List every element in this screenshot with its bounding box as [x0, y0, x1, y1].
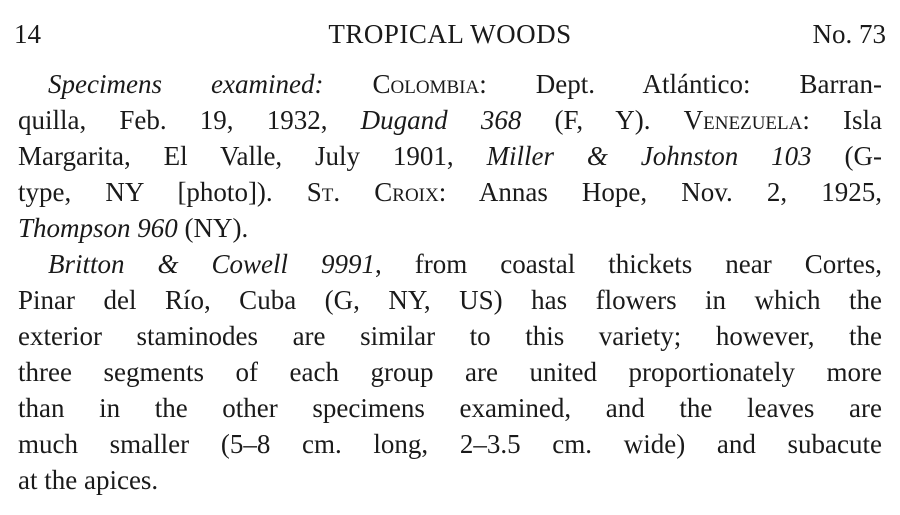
locality-text: : Annas Hope, Nov. 2, 1925, — [438, 177, 882, 207]
collector-number: Miller & Johnston 103 — [486, 141, 812, 171]
journal-title: TROPICAL WOODS — [328, 19, 572, 49]
text-line — [18, 102, 882, 138]
locality-text: Margarita, El Valle, July 1901, — [18, 141, 454, 171]
locality-text: : Dept. Atlántico: Barran- — [479, 69, 882, 99]
collector-number: Britton & Cowell 9991 — [48, 249, 376, 279]
text-line: at the apices. — [18, 465, 159, 495]
text-line — [18, 210, 882, 246]
text-line: Pinar del Río, Cuba (G, NY, US) has flowers in which the — [18, 285, 882, 315]
text-line — [18, 174, 882, 210]
country-name: Colombia — [372, 69, 480, 99]
issue-number: No. 73 — [812, 19, 886, 49]
collector-number: Thompson 960 — [18, 213, 178, 243]
discussion-text: , from coastal thickets near Cortes, — [375, 249, 882, 279]
text-line — [18, 66, 882, 102]
page-number: 14 — [14, 19, 41, 49]
collector-number: Dugand 368 — [360, 105, 522, 135]
text-line — [18, 246, 882, 282]
text-line: exterior staminodes are similar to this variety; however, the — [18, 321, 882, 351]
locality-text: : Isla — [802, 105, 883, 135]
country-name: Venezuela — [683, 105, 803, 135]
specimens-paragraph — [18, 66, 882, 246]
discussion-paragraph — [18, 246, 882, 498]
herbaria-text: (F, Y). — [554, 105, 651, 135]
country-name: St. Croix — [306, 177, 439, 207]
running-header — [14, 14, 886, 54]
text-line: than in the other specimens examined, and the leaves are — [18, 393, 882, 423]
locality-text: quilla, Feb. 19, 1932, — [18, 105, 328, 135]
text-line — [18, 138, 882, 174]
body-text — [18, 66, 882, 498]
herbaria-text: (NY). — [184, 213, 249, 243]
specimens-heading: Specimens examined: — [48, 69, 324, 99]
herbaria-text: type, NY [photo]). — [18, 177, 273, 207]
text-line: three segments of each group are united proportionately more — [18, 357, 882, 387]
text-line: much smaller (5–8 cm. long, 2–3.5 cm. wide) and subacute — [18, 429, 882, 459]
herbaria-text: (G- — [844, 141, 883, 171]
